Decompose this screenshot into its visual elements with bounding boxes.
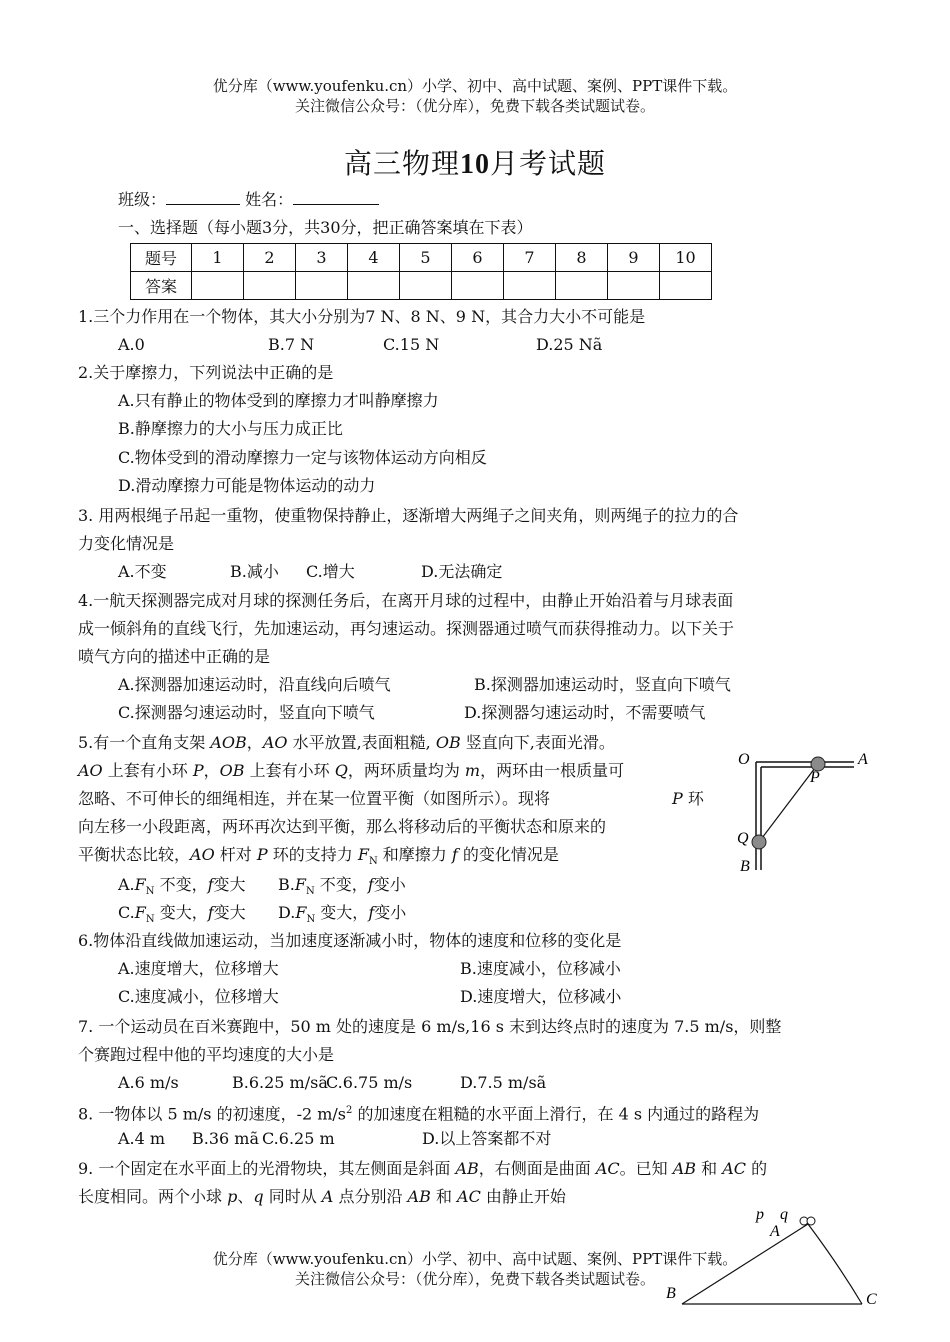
q1-option-a: A.0	[118, 335, 145, 354]
question-5-stem: 5.有一个直角支架 AOB，AO 水平放置,表面粗糙, OB 竖直向下,表面光滑。	[78, 733, 615, 752]
q7-option-b: B.6.25 m/sã	[232, 1073, 328, 1092]
question-number-cell: 7	[504, 244, 556, 272]
title-prefix: 高三物理	[343, 147, 460, 180]
title-number: 10	[460, 149, 490, 180]
title-suffix: 月考试题	[490, 147, 607, 180]
class-label: 班级：	[118, 190, 167, 209]
question-number-cell: 9	[608, 244, 660, 272]
q5-option-c: $C.F_N$ 变大，f变大	[118, 903, 246, 926]
question-5-stem-2: AO 上套有小环 P，OB 上套有小环 Q，两环质量均为 m，两环由一根质量可	[78, 761, 625, 780]
question-4-stem-2: 成一倾斜角的直线飞行，先加速运动，再匀速运动。探测器通过喷气而获得推动力。以下关于	[78, 619, 735, 638]
question-number-cell: 10	[660, 244, 712, 272]
question-number-cell: 5	[400, 244, 452, 272]
question-number-cell: 1	[192, 244, 244, 272]
q3-option-a: A.不变	[118, 562, 167, 581]
question-number-cell: 3	[296, 244, 348, 272]
table-row	[131, 244, 712, 272]
q2-option-b: B.静摩擦力的大小与压力成正比	[118, 419, 343, 438]
answer-cell[interactable]	[504, 272, 556, 300]
question-4-stem: 4.一航天探测器完成对月球的探测任务后，在离开月球的过程中，由静止开始沿着与月球表面	[78, 591, 734, 610]
question-3-stem-2: 力变化情况是	[78, 534, 175, 553]
q6-option-c: C.速度减小，位移增大	[118, 987, 279, 1006]
label-q: q	[780, 1206, 788, 1223]
q4-option-c: C.探测器匀速运动时，竖直向下喷气	[118, 703, 375, 722]
question-number-cell: 6	[452, 244, 504, 272]
q6-option-d: D.速度增大，位移减小	[460, 987, 622, 1006]
answer-cell[interactable]	[296, 272, 348, 300]
q6-option-a: A.速度增大，位移增大	[118, 959, 279, 978]
q3-option-d: D.无法确定	[421, 562, 503, 581]
q5-option-d: $D.F_N$ 变大，f变小	[278, 903, 407, 926]
question-5-stem-3: 忽略、不可伸长的细绳相连，并在某一位置平衡（如图所示）。现将	[78, 789, 551, 808]
q6-option-b: B.速度减小，位移减小	[460, 959, 621, 978]
label-p: P	[810, 769, 820, 786]
q8-option-a: A.4 m	[118, 1129, 166, 1148]
label-b: B	[666, 1285, 676, 1302]
question-number-cell: 2	[244, 244, 296, 272]
answer-cell[interactable]	[556, 272, 608, 300]
answer-cell[interactable]	[608, 272, 660, 300]
q1-option-c: C.15 N	[383, 335, 440, 354]
q2-option-c: C.物体受到的滑动摩擦力一定与该物体运动方向相反	[118, 448, 487, 467]
name-blank[interactable]	[293, 190, 379, 205]
answer-cell[interactable]	[192, 272, 244, 300]
label-o: O	[738, 751, 750, 768]
q7-option-a: A.6 m/s	[118, 1073, 179, 1092]
q4-option-d: D.探测器匀速运动时，不需要喷气	[464, 703, 706, 722]
footer-line-2: 关注微信公众号：（优分库），免费下载各类试题试卷。	[294, 1270, 655, 1288]
table-row	[131, 272, 712, 300]
answer-cell[interactable]	[452, 272, 504, 300]
q4-option-a: A.探测器加速运动时，沿直线向后喷气	[118, 675, 391, 694]
question-7-stem: 7. 一个运动员在百米赛跑中，50 m 处的速度是 6 m/s,16 s 末到达终点时的速度为 7.5 m/s，则整	[78, 1017, 782, 1036]
incline-curve-block-figure	[660, 1204, 890, 1336]
answer-cell[interactable]	[660, 272, 712, 300]
q3-option-c: C.增大	[306, 562, 355, 581]
answer-cell[interactable]	[348, 272, 400, 300]
table-header-cell: 答案	[131, 272, 192, 300]
label-p: p	[756, 1206, 764, 1223]
question-3-stem: 3. 用两根绳子吊起一重物，使重物保持静止，逐渐增大两绳子之间夹角，则两绳子的拉力的合	[78, 506, 739, 525]
incline-ab	[682, 1224, 808, 1304]
ring-q	[752, 835, 766, 849]
student-info	[118, 186, 379, 214]
right-angle-frame-figure	[734, 742, 884, 882]
ball-q	[807, 1217, 815, 1225]
answer-cell[interactable]	[244, 272, 296, 300]
question-6-stem: 6.物体沿直线做加速运动，当加速度逐渐减小时，物体的速度和位移的变化是	[78, 931, 622, 950]
table-header-cell: 题号	[131, 244, 192, 272]
q8-option-c: C.6.25 m	[262, 1129, 335, 1148]
q5-option-b: $B.F_N$ 不变，f变小	[278, 875, 406, 898]
footer-line-1: 优分库（www.youfenku.cn）小学、初中、高中试题、案例、PPT课件下载。	[212, 1250, 738, 1268]
q7-option-c: C.6.75 m/s	[326, 1073, 413, 1092]
question-4-stem-3: 喷气方向的描述中正确的是	[78, 647, 271, 666]
section-1-heading: 一、选择题（每小题3分，共30分，把正确答案填在下表）	[118, 218, 533, 237]
question-1-stem: 1.三个力作用在一个物体，其大小分别为7 N、8 N、9 N，其合力大小不可能是	[78, 307, 646, 326]
label-a: A	[858, 751, 868, 768]
question-5-stem-4: 向左移一小段距离，两环再次达到平衡，那么将移动后的平衡状态和原来的	[78, 817, 607, 836]
answer-cell[interactable]	[400, 272, 452, 300]
label-a: A	[770, 1223, 780, 1240]
curve-ac	[808, 1224, 862, 1304]
question-number-cell: 8	[556, 244, 608, 272]
question-8-stem: 8. 一物体以 5 m/s 的初速度，-2 $m/s^2$ 的加速度在粗糙的水平面上滑行，在 4 s 内通过的路程为	[78, 1104, 760, 1124]
page-title	[0, 142, 950, 182]
class-blank[interactable]	[166, 190, 240, 205]
question-5-stem-5: 平衡状态比较，AO 杆对 P 环的支持力 $F_N$ 和摩擦力 f 的变化情况是	[78, 845, 559, 868]
q8-option-d: D.以上答案都不对	[422, 1129, 552, 1148]
answer-table	[130, 243, 712, 300]
header-line-1: 优分库（www.youfenku.cn）小学、初中、高中试题、案例、PPT课件下载。	[212, 77, 738, 95]
question-5-stem-3b: P 环	[672, 789, 704, 808]
question-number-cell: 4	[348, 244, 400, 272]
q2-option-d: D.滑动摩擦力可能是物体运动的动力	[118, 476, 376, 495]
question-9-stem-2: 长度相同。两个小球 p、q 同时从 A 点分别沿 AB 和 AC 由静止开始	[78, 1187, 566, 1206]
q8-option-b: B.36 mã	[192, 1129, 259, 1148]
question-2-stem: 2.关于摩擦力，下列说法中正确的是	[78, 363, 334, 382]
label-c: C	[866, 1291, 877, 1308]
q4-option-b: B.探测器加速运动时，竖直向下喷气	[474, 675, 731, 694]
q1-option-d: D.25 Nã	[536, 335, 603, 354]
q2-option-a: A.只有静止的物体受到的摩擦力才叫静摩擦力	[118, 391, 439, 410]
q7-option-d: D.7.5 m/sã	[460, 1073, 547, 1092]
question-7-stem-2: 个赛跑过程中他的平均速度的大小是	[78, 1045, 335, 1064]
name-label: 姓名：	[245, 190, 294, 209]
q3-option-b: B.减小	[230, 562, 279, 581]
q1-option-b: B.7 N	[268, 335, 315, 354]
label-b: B	[740, 858, 750, 875]
question-9-stem: 9. 一个固定在水平面上的光滑物块，其左侧面是斜面 AB，右侧面是曲面 AC。已知 AB 和 AC 的	[78, 1159, 768, 1178]
header-line-2: 关注微信公众号：（优分库），免费下载各类试题试卷。	[294, 97, 655, 115]
label-q: Q	[737, 830, 749, 847]
q5-option-a: $A.F_N$ 不变，f变大	[118, 875, 246, 898]
